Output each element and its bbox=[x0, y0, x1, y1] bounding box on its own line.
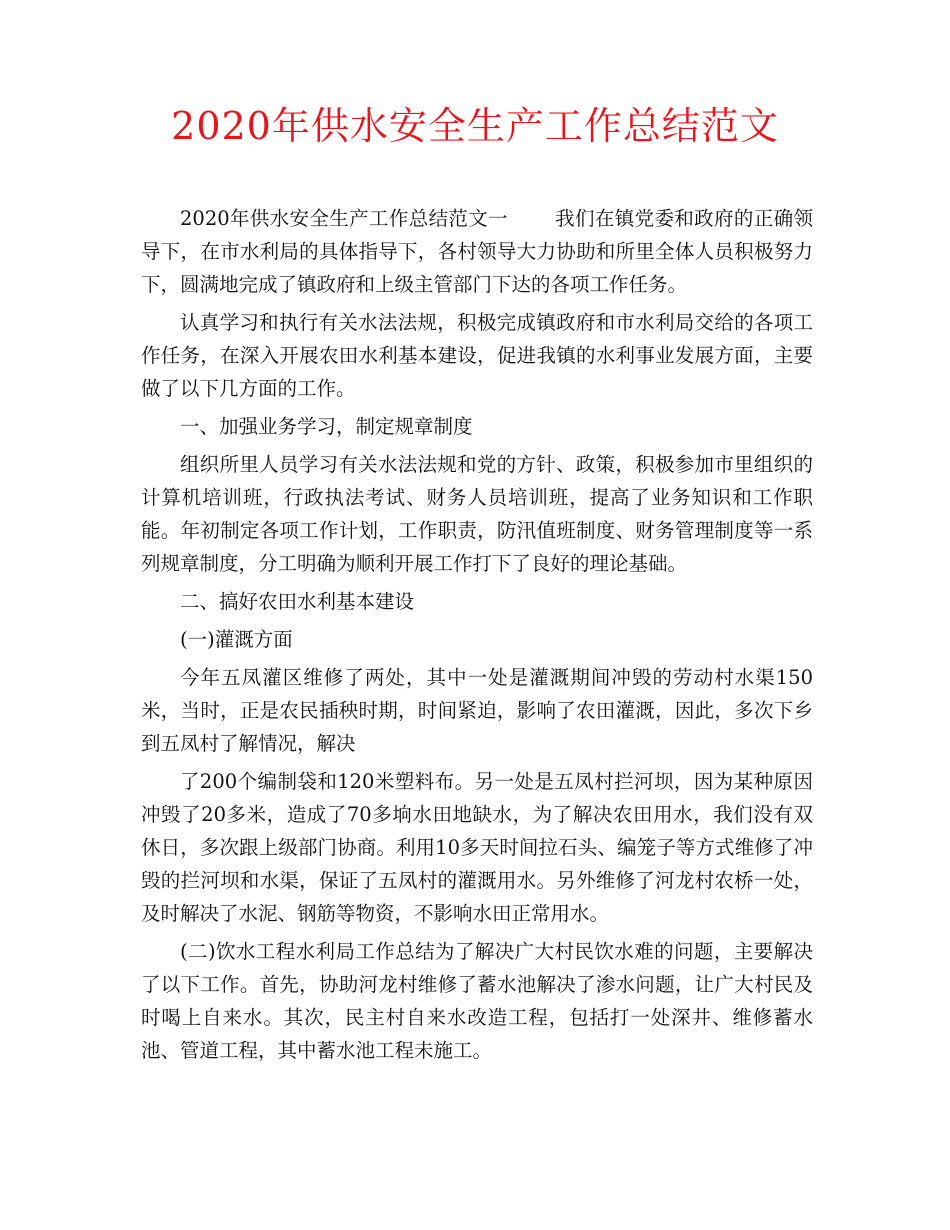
paragraph-study: 认真学习和执行有关水法法规，积极完成镇政府和市水利局交给的各项工作任务，在深入开展农田水利基本建设，促进我镇的水利事业发展方面，主要做了以下几方面的工作。 bbox=[141, 311, 813, 400]
paragraph-intro bbox=[141, 202, 813, 301]
paragraph-training: 组织所里人员学习有关水法法规和党的方针、政策，积极参加市里组织的计算机培训班，行政执法考试、财务人员培训班，提高了业务知识和工作职能。年初制定各项工作计划，工作职责，防汛值班制度、财务管理制度等一系列规章制度，分工明确为顺利开展工作打下了良好的理论基础。 bbox=[141, 453, 813, 575]
paragraph-drinking-water: (二)饮水工程水利局工作总结为了解决广大村民饮水难的问题，主要解决了以下工作。首先，协助河龙村维修了蓄水池解决了渗水问题，让广大村民及时喝上自来水。其次，民主村自来水改造工程，包括打一处深井、维修蓄水池、管道工程，其中蓄水池工程未施工。 bbox=[141, 940, 813, 1062]
intro-heading: 2020年供水安全生产工作总结范文一 bbox=[180, 207, 509, 230]
subsection-heading-irrigation: (一)灌溉方面 bbox=[180, 628, 293, 651]
intro-text: 我们在镇党委和政府的正确领导下，在市水利局的具体指导下，各村领导大力协助和所里全体人员积极努力下，圆满地完成了镇政府和上级主管部门下达的各项工作任务。 bbox=[141, 207, 813, 296]
section-heading-1: 一、加强业务学习，制定规章制度 bbox=[180, 415, 473, 438]
paragraph-irrigation-1: 今年五凤灌区维修了两处，其中一处是灌溉期间冲毁的劳动村水渠150米，当时，正是农民插秧时期，时间紧迫，影响了农田灌溉，因此，多次下乡到五凤村了解情况，解决 bbox=[141, 666, 813, 755]
document-body bbox=[141, 202, 813, 1072]
paragraph-irrigation-2: 了200个编制袋和120米塑料布。另一处是五凤村拦河坝，因为某种原因冲毁了20多米，造成了70多垧水田地缺水，为了解决农田用水，我们没有双休日，多次跟上级部门协商。利用10多天时间拉石头、编笼子等方式维修了冲毁的拦河坝和水渠，保证了五凤村的灌溉用水。另外维修了河龙村农桥一处，及时解决了水泥、钢筋等物资，不影响水田正常用水。 bbox=[141, 770, 813, 925]
document-title: 2020年供水安全生产工作总结范文 bbox=[171, 104, 779, 148]
section-heading-2: 二、搞好农田水利基本建设 bbox=[180, 590, 415, 613]
